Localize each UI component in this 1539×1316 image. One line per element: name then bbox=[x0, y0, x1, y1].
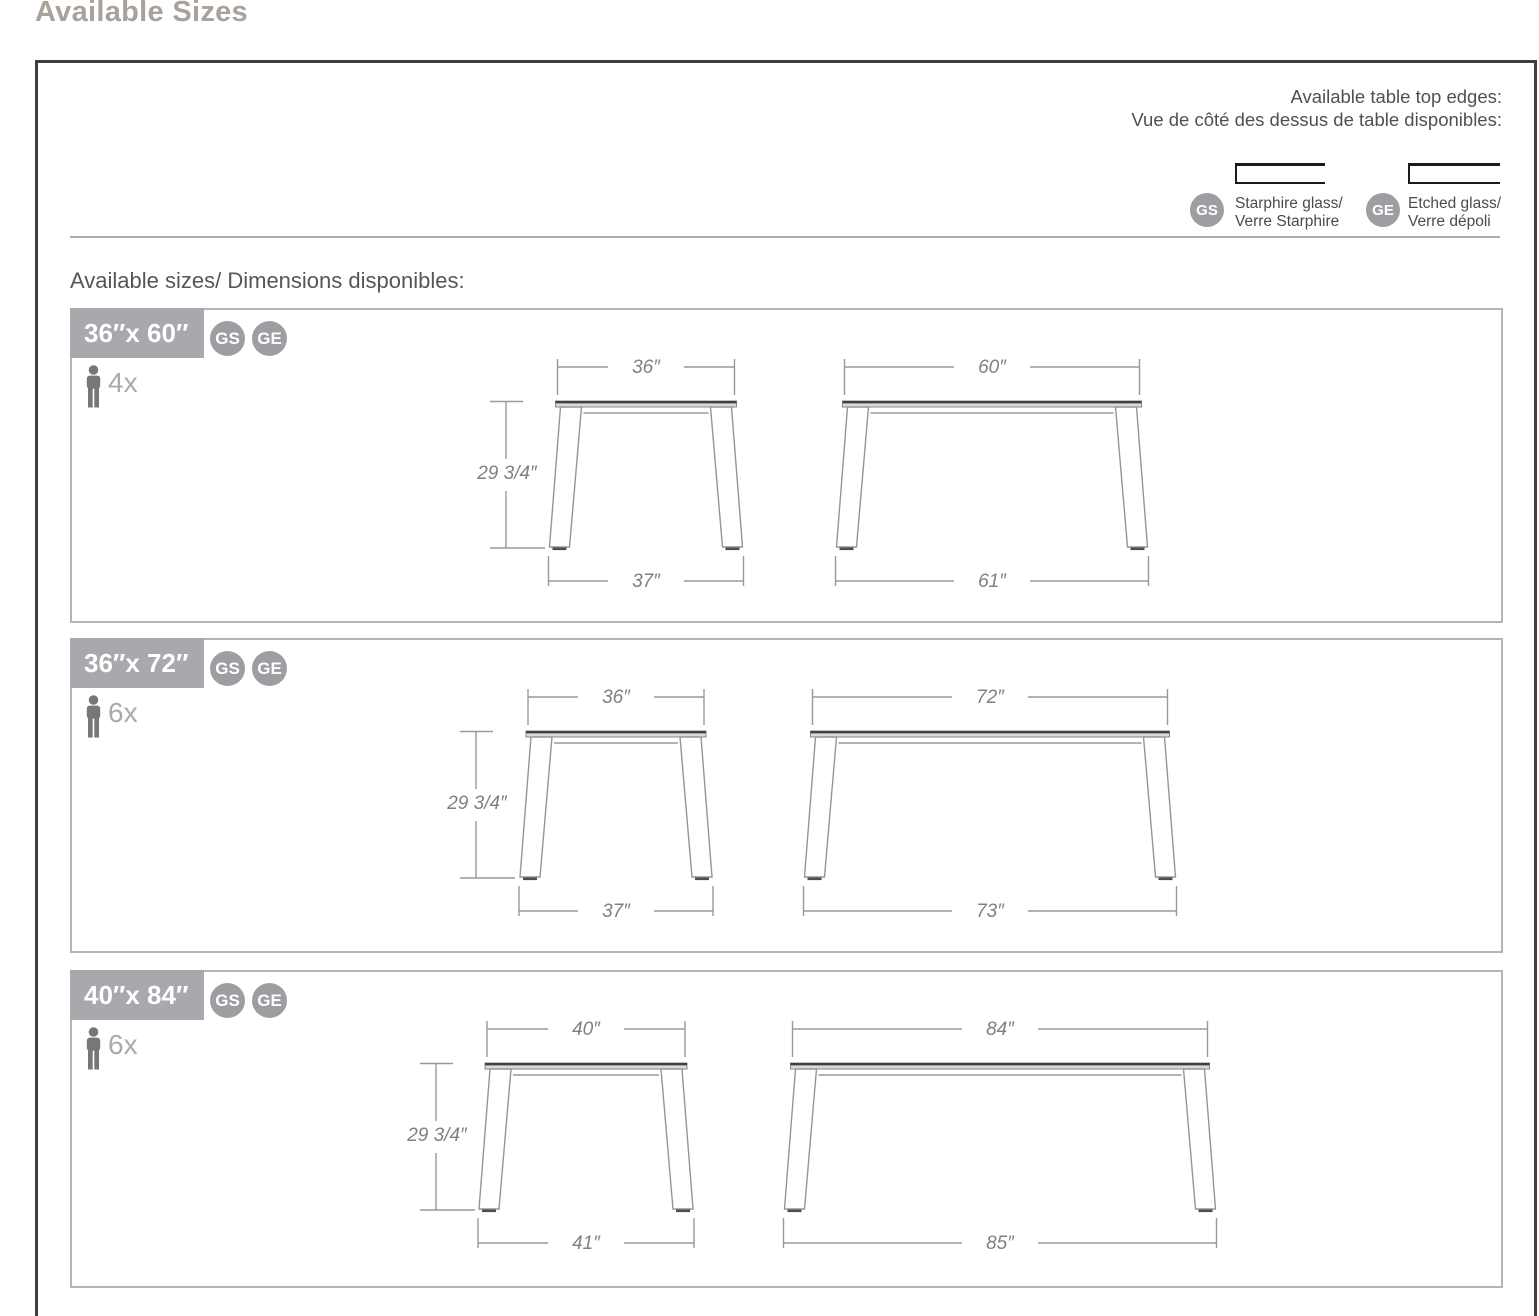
glass-option-badge-ge: GE bbox=[252, 983, 287, 1018]
divider-line bbox=[70, 236, 1500, 238]
badge-ge: GE bbox=[1366, 193, 1400, 227]
dim-label-bottom-width: 37″ bbox=[632, 571, 660, 592]
dim-label-top-width: 40″ bbox=[572, 1019, 600, 1040]
page-title: Available Sizes bbox=[35, 0, 248, 28]
table-foot bbox=[808, 878, 822, 881]
glass-type-ge-en: Etched glass/ bbox=[1408, 195, 1502, 212]
dim-label-top-width: 36″ bbox=[632, 357, 660, 378]
person-icon bbox=[85, 695, 102, 738]
size-label: 36″x 72″ bbox=[70, 638, 204, 688]
glass-type-gs-en: Starphire glass/ bbox=[1235, 195, 1343, 212]
table-leg bbox=[550, 407, 582, 547]
person-icon-head bbox=[89, 365, 99, 375]
person-icon-body bbox=[87, 376, 100, 389]
table-leg bbox=[520, 737, 552, 877]
glass-type-gs-fr: Verre Starphire bbox=[1235, 212, 1340, 230]
legend-heading-fr: Vue de côté des dessus de table disponibles: bbox=[1131, 109, 1502, 130]
table-foot bbox=[1159, 878, 1173, 881]
table-leg bbox=[1116, 407, 1148, 547]
glass-option-badge-gs: GS bbox=[210, 651, 245, 686]
table-foot bbox=[676, 1210, 690, 1213]
dim-label-top-width: 60″ bbox=[978, 357, 1006, 378]
dim-label-height: 29 3/4″ bbox=[407, 1125, 467, 1146]
table-foot bbox=[1131, 548, 1145, 551]
dim-label-bottom-width: 73″ bbox=[976, 901, 1004, 922]
table-foot bbox=[1199, 1210, 1213, 1213]
glass-option-badge-gs: GS bbox=[210, 321, 245, 356]
starphire-glass-edge-icon bbox=[1235, 163, 1325, 184]
dim-label-bottom-width: 37″ bbox=[602, 901, 630, 922]
dim-label-bottom-width: 61″ bbox=[978, 571, 1006, 592]
table-leg bbox=[711, 407, 743, 547]
legend-heading-en: Available table top edges: bbox=[1290, 86, 1502, 107]
size-section-40x84 bbox=[70, 970, 1503, 1288]
spec-sheet-frame bbox=[35, 60, 1537, 1316]
table-leg bbox=[680, 737, 712, 877]
glass-type-label-gs bbox=[1235, 195, 1343, 230]
dimension-diagram bbox=[72, 640, 1501, 951]
seating-count: 6x bbox=[108, 697, 138, 728]
person-icon-head bbox=[89, 1027, 99, 1037]
person-icon-leg bbox=[88, 1049, 93, 1070]
table-leg bbox=[785, 1069, 817, 1209]
dimension-diagram bbox=[72, 972, 1501, 1283]
person-icon-head bbox=[89, 695, 99, 705]
person-icon-leg bbox=[94, 1049, 99, 1070]
size-label: 40″x 84″ bbox=[70, 970, 204, 1020]
dim-label-bottom-width: 85″ bbox=[986, 1233, 1014, 1254]
size-section-36x60 bbox=[70, 308, 1503, 623]
dim-label-height: 29 3/4″ bbox=[447, 793, 507, 814]
person-icon-body bbox=[87, 1038, 100, 1051]
person-icon bbox=[85, 1027, 102, 1070]
size-label: 36″x 60″ bbox=[70, 308, 204, 358]
sizes-heading: Available sizes/ Dimensions disponibles: bbox=[70, 268, 465, 293]
size-section-36x72 bbox=[70, 638, 1503, 953]
table-leg bbox=[1184, 1069, 1216, 1209]
dim-label-top-width: 72″ bbox=[976, 687, 1004, 708]
table-foot bbox=[840, 548, 854, 551]
dimension-diagram bbox=[72, 310, 1501, 621]
seating-count: 6x bbox=[108, 1029, 138, 1060]
table-foot bbox=[482, 1210, 496, 1213]
glass-option-badge-gs: GS bbox=[210, 983, 245, 1018]
table-foot bbox=[553, 548, 567, 551]
person-icon bbox=[85, 365, 102, 408]
person-icon-leg bbox=[88, 387, 93, 408]
table-foot bbox=[788, 1210, 802, 1213]
glass-type-ge-fr: Verre dépoli bbox=[1408, 212, 1491, 230]
seating-count: 4x bbox=[108, 367, 138, 398]
glass-type-label-ge bbox=[1408, 195, 1501, 230]
glass-option-badge-ge: GE bbox=[252, 321, 287, 356]
person-icon-body bbox=[87, 706, 100, 719]
table-leg bbox=[805, 737, 837, 877]
legend-heading bbox=[1131, 85, 1502, 131]
table-foot bbox=[695, 878, 709, 881]
glass-option-badge-ge: GE bbox=[252, 651, 287, 686]
table-leg bbox=[1144, 737, 1176, 877]
table-leg bbox=[837, 407, 869, 547]
table-leg bbox=[479, 1069, 511, 1209]
person-icon-leg bbox=[94, 387, 99, 408]
badge-gs: GS bbox=[1190, 193, 1224, 227]
table-foot bbox=[523, 878, 537, 881]
dim-label-top-width: 84″ bbox=[986, 1019, 1014, 1040]
dim-label-bottom-width: 41″ bbox=[572, 1233, 600, 1254]
etched-glass-edge-icon bbox=[1408, 163, 1500, 184]
person-icon-leg bbox=[94, 717, 99, 738]
dim-label-height: 29 3/4″ bbox=[477, 463, 537, 484]
person-icon-leg bbox=[88, 717, 93, 738]
table-foot bbox=[726, 548, 740, 551]
dim-label-top-width: 36″ bbox=[602, 687, 630, 708]
table-leg bbox=[661, 1069, 693, 1209]
